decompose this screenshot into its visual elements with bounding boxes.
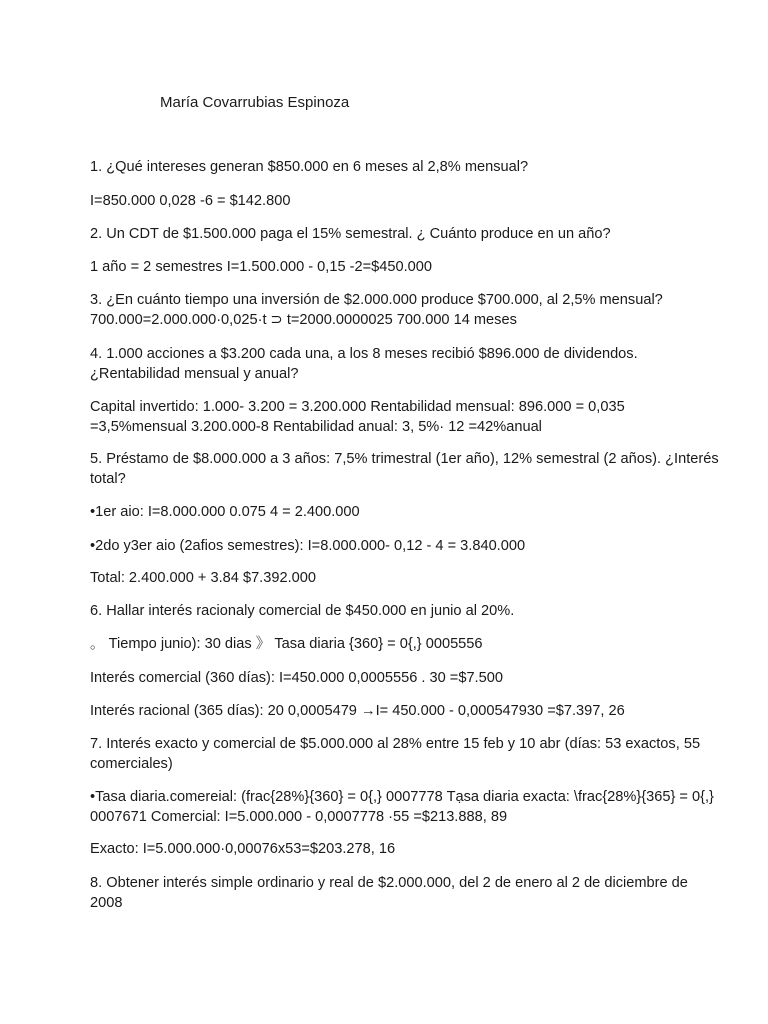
text-line: 3. ¿En cuánto tiempo una inversión de $2.000.000 produce $700.000, al 2,5% mensual? (90, 292, 663, 308)
text-line: I=850.000 0,028 -6 = $142.800 (90, 193, 291, 209)
answer-4 (90, 397, 690, 437)
text-line: Capital invertido: 1.000- 3.200 = 3.200.000 Rentabilidad mensual: 896.000 = 0,035 (90, 399, 625, 415)
answer-2 (90, 257, 690, 277)
author-name: María Covarrubias Espinoza (160, 94, 350, 111)
question-7 (90, 734, 701, 774)
text-line: 2. Un CDT de $1.500.000 paga el 15% semestral. ¿ Cuánto produce en un año? (90, 226, 611, 242)
text-line: Exacto: I=5.000.000·0,00076x53=$203.278, 16 (90, 841, 396, 857)
text-line: 1 año = 2 semestres I=1.500.000 - 0,15 -2=$450.000 (90, 259, 432, 275)
answer-7-rates (90, 787, 714, 827)
text-line: =3,5%mensual 3.200.000-8 Rentabilidad anual: 3, 5%· 12 =42%anual (90, 419, 542, 435)
answer-7-exact (90, 839, 690, 859)
question-2 (90, 224, 690, 244)
text-line: 8. Obtener interés simple ordinario y real de $2.000.000, del 2 de enero al 2 de diciembre de (90, 875, 688, 891)
answer-5-years-2-3 (90, 536, 690, 556)
text-line: total? (90, 471, 126, 487)
answer-1 (90, 191, 690, 211)
question-5 (90, 449, 719, 489)
question-3 (90, 290, 690, 330)
text-line: 。 Tiempo junio): 30 dias 》 Tasa diaria {360} = 0{,} 0005556 (90, 636, 483, 652)
text-line: 0007671 Comercial: I=5.000.000 - 0,0007778 ·55 =$213.888, 89 (90, 809, 508, 825)
answer-6-rational (90, 701, 690, 721)
answer-6-commercial (90, 668, 690, 688)
text-line: Interés racional (365 días): 20 0,0005479 →I= 450.000 - 0,000547930 =$7.397, 26 (90, 703, 625, 719)
answer-5-total (90, 568, 690, 588)
question-8 (90, 873, 690, 913)
text-line: •Tasa diaria.comereial: (frac{28%}{360} = 0{,} 0007778 Tạsa diaria exacta: \frac{28%}{365} = 0{,} (90, 789, 714, 805)
question-4 (90, 344, 690, 384)
text-line: 7. Interés exacto y comercial de $5.000.000 al 28% entre 15 feb y 10 abr (días: 53 exactos, 55 (90, 736, 701, 752)
text-line: 2008 (90, 895, 123, 911)
text-line: Interés comercial (360 días): I=450.000 0,0005556 . 30 =$7.500 (90, 670, 503, 686)
text-line: 6. Hallar interés racionaly comercial de $450.000 en junio al 20%. (90, 603, 515, 619)
question-6 (90, 601, 690, 621)
text-line: 5. Préstamo de $8.000.000 a 3 años: 7,5% trimestral (1er año), 12% semestral (2 años). ¿Interés (90, 451, 719, 467)
text-line: •2do y3er aio (2afios semestres): I=8.000.000- 0,12 - 4 = 3.840.000 (90, 538, 526, 554)
text-line: Total: 2.400.000 + 3.84 $7.392.000 (90, 570, 316, 586)
answer-5-year-1 (90, 502, 690, 522)
text-line: 700.000=2.000.000·0,025·t ⊃ t=2000.0000025 700.000 14 meses (90, 312, 517, 328)
answer-6-rate (90, 634, 690, 654)
text-line: ¿Rentabilidad mensual y anual? (90, 366, 299, 382)
text-line: 1. ¿Qué intereses generan $850.000 en 6 meses al 2,8% mensual? (90, 159, 529, 175)
text-line: •1er aio: I=8.000.000 0.075 4 = 2.400.000 (90, 504, 360, 520)
text-line: 4. 1.000 acciones a $3.200 cada una, a los 8 meses recibió $896.000 de dividendos. (90, 346, 638, 362)
question-1 (90, 157, 690, 177)
text-line: comerciales) (90, 756, 173, 772)
